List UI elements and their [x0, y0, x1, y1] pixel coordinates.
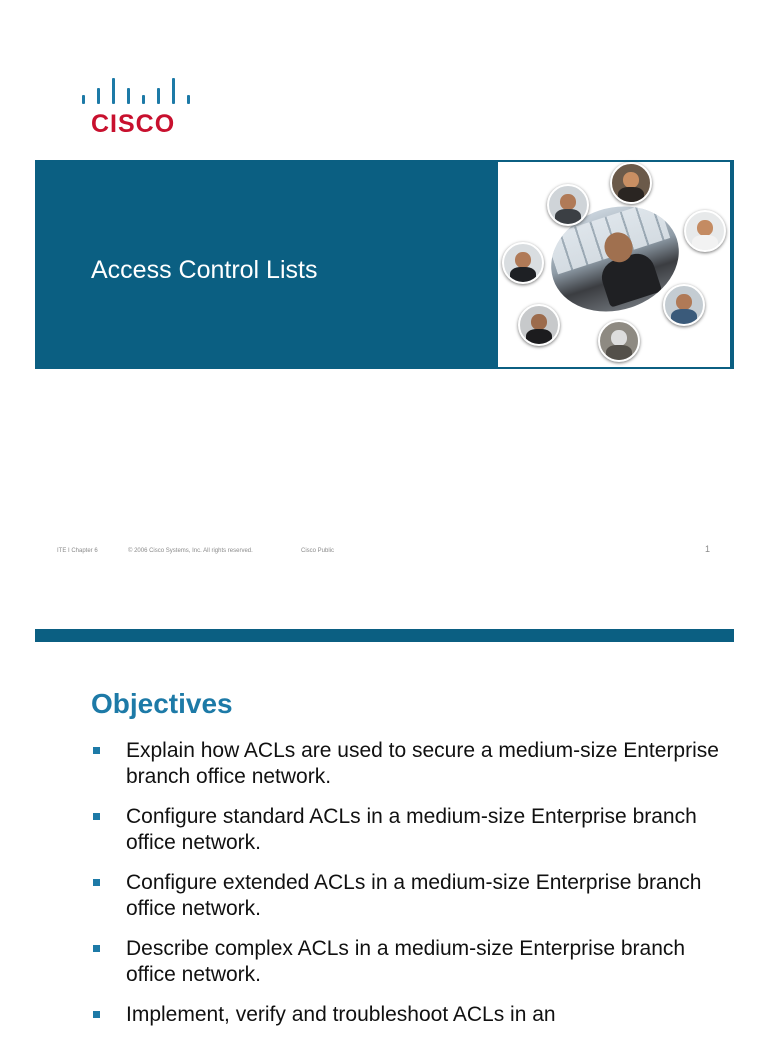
objectives-slide [0, 600, 768, 1024]
bullet-square-icon [93, 747, 100, 754]
title-band [35, 160, 734, 369]
person-photo-bubble [598, 320, 640, 362]
bullet-square-icon [93, 1011, 100, 1018]
header-rule [35, 629, 734, 642]
bullet-square-icon [93, 945, 100, 952]
person-photo-bubble [518, 304, 560, 346]
list-item: Describe complex ACLs in a medium-size Enterprise branch office network. [91, 936, 731, 988]
person-photo-bubble [684, 210, 726, 252]
person-photo-bubble [610, 162, 652, 204]
person-photo-bubble [502, 242, 544, 284]
footer-copyright: © 2006 Cisco Systems, Inc. All rights reserved. [128, 548, 253, 554]
list-item: Configure extended ACLs in a medium-size Enterprise branch office network. [91, 870, 731, 922]
slide-heading: Objectives [91, 688, 233, 719]
page-number: 1 [705, 544, 711, 554]
footer-classification: Cisco Public [301, 548, 335, 554]
bullet-square-icon [93, 879, 100, 886]
objectives-list [91, 738, 731, 1042]
footer-course: ITE I Chapter 6 [57, 548, 98, 554]
list-item: Configure standard ACLs in a medium-size Enterprise branch office network. [91, 804, 731, 856]
cisco-bridge-icon [80, 74, 194, 104]
person-photo-bubble [663, 284, 705, 326]
cisco-wordmark: CISCO [91, 110, 176, 138]
list-item: Explain how ACLs are used to secure a medium-size Enterprise branch office network. [91, 738, 731, 790]
cisco-logo [80, 74, 194, 136]
bullet-square-icon [93, 813, 100, 820]
list-item: Implement, verify and troubleshoot ACLs in an [91, 1002, 731, 1028]
photo-collage [498, 162, 730, 367]
slide-title: Access Control Lists [91, 256, 318, 284]
person-photo-bubble [547, 184, 589, 226]
